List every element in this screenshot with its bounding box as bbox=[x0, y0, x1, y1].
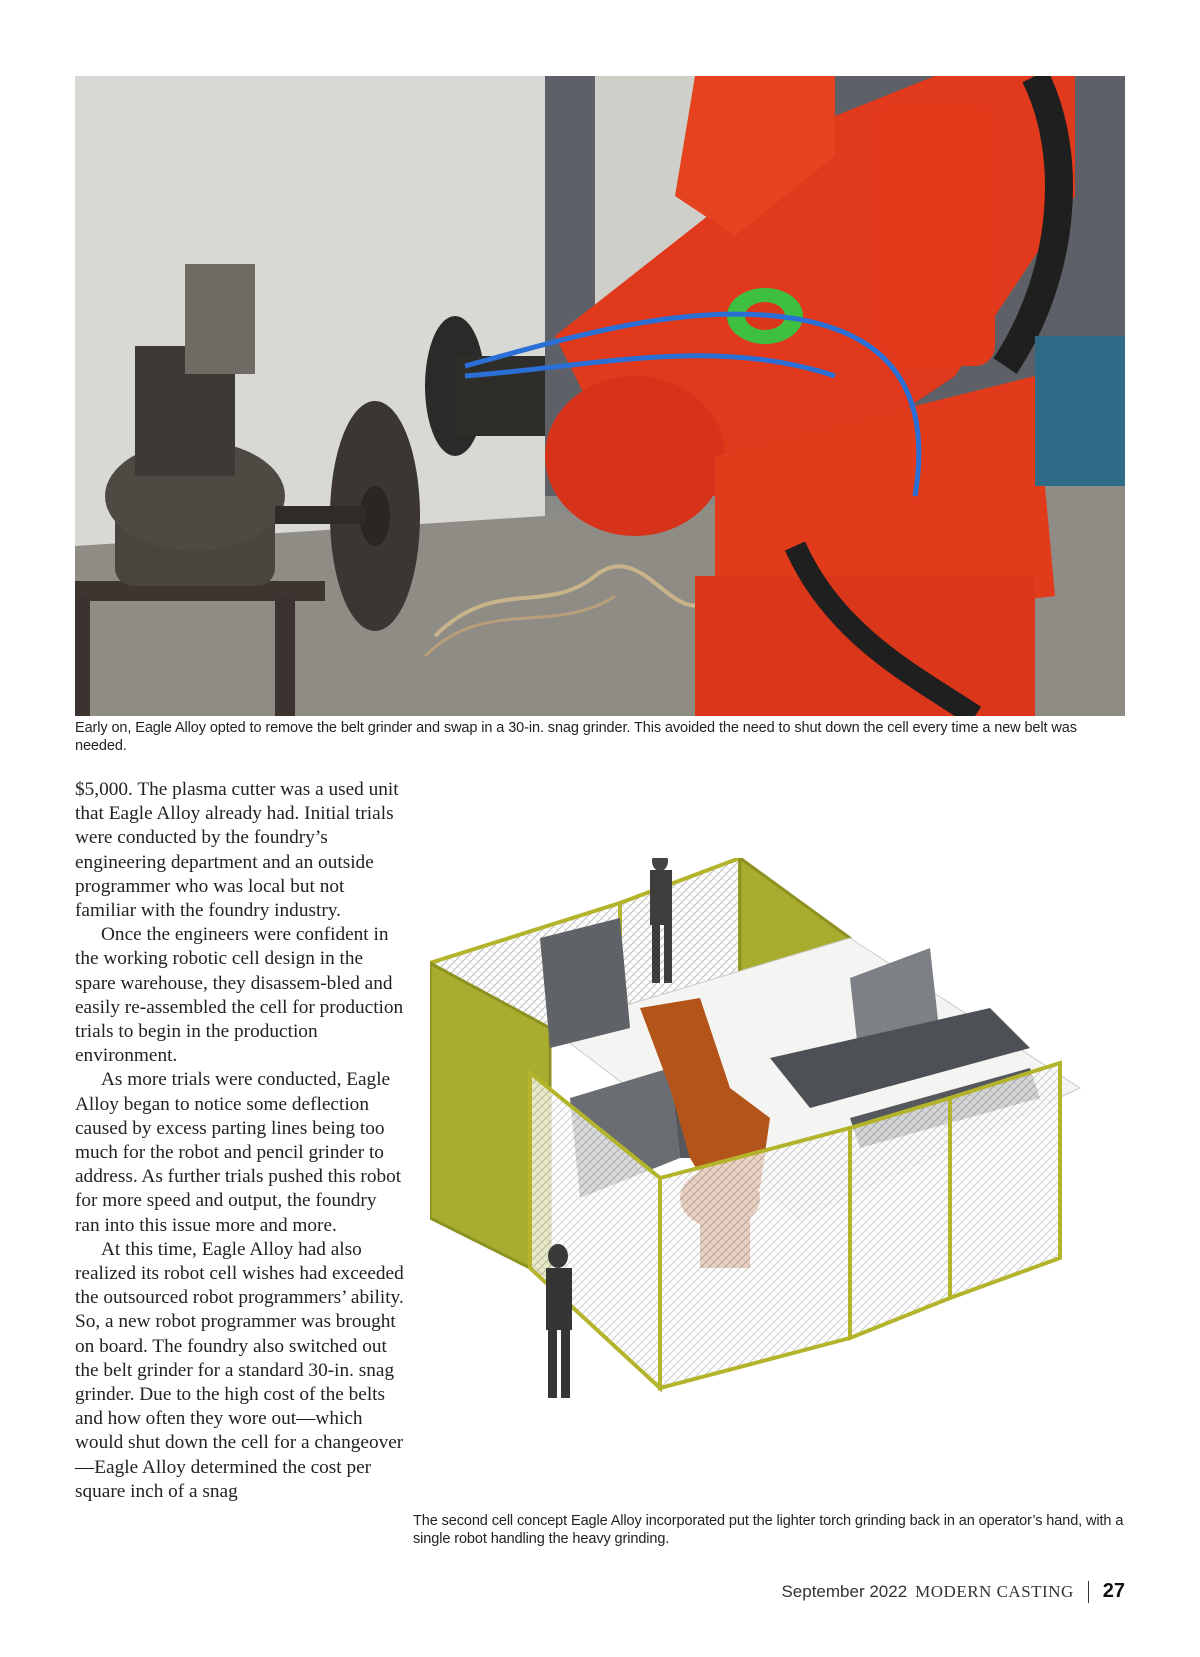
diagram-caption: The second cell concept Eagle Alloy incorporated put the lighter torch grinding back in an operator’s hand, with a single robot handling the heavy grinding. bbox=[413, 1513, 1124, 1547]
paragraph: At this time, Eagle Alloy had also realized its robot cell wishes had exceeded the outsourced robot programmers’ ability. So, a new robot programmer was brought on board. The foundry also switched out the belt grinder for a standard 30-in. snag grinder. Due to the high cost of the belts and how often they wore out—which would shut down the cell for a changeover—Eagle Alloy determined the cost per square inch of a snag bbox=[75, 1238, 404, 1502]
article-body bbox=[75, 778, 405, 1504]
page-footer bbox=[781, 1580, 1125, 1603]
robot-cell-diagram bbox=[430, 858, 1130, 1470]
photo-caption: Early on, Eagle Alloy opted to remove the belt grinder and swap in a 30-in. snag grinder. This avoided the need to shut down the cell every time a new belt was needed. bbox=[75, 720, 1077, 754]
paragraph: $5,000. The plasma cutter was a used unit that Eagle Alloy already had. Initial trials were conducted by the foundry’s engineering department and an outside programmer who was local but not familiar with the foundry industry. bbox=[75, 779, 399, 922]
paragraph: As more trials were conducted, Eagle Alloy began to notice some deflection caused by excess parting lines being too much for the robot and pencil grinder to address. As further trials pushed this robot for more speed and output, the foundry ran into this issue more and more. bbox=[75, 1069, 402, 1236]
page-number: 27 bbox=[1102, 1580, 1125, 1602]
robot-grinder-photo bbox=[75, 76, 1125, 716]
photo-illustration bbox=[75, 76, 1125, 716]
magazine-name: MODERN CASTING bbox=[915, 1581, 1074, 1601]
footer-divider bbox=[1088, 1581, 1089, 1603]
diagram-illustration bbox=[430, 858, 1130, 1470]
paragraph: Once the engineers were confident in the working robotic cell design in the spare warehouse, they disassem-bled and easily re-assembled the cell for production trials to begin in the production environment. bbox=[75, 924, 404, 1067]
issue-date: September 2022 bbox=[781, 1581, 908, 1601]
